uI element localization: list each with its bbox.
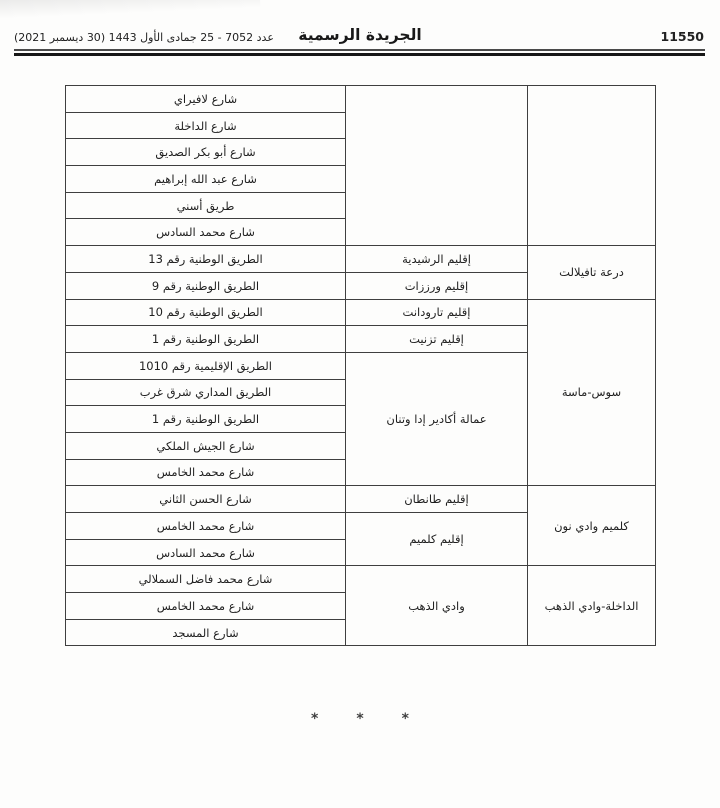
street-cell: شارع محمد الخامس bbox=[66, 459, 346, 486]
street-cell: شارع أبو بكر الصديق bbox=[66, 139, 346, 166]
province-cell: إقليم كلميم bbox=[346, 513, 528, 566]
region-cell: الداخلة-وادي الذهب bbox=[528, 566, 656, 646]
street-cell: شارع لافيراي bbox=[66, 86, 346, 113]
region-cell: كلميم وادي نون bbox=[528, 486, 656, 566]
issue-info: عدد 7052 - 25 جمادى الأول 1443 (30 ديسمبر 2021) bbox=[14, 31, 274, 44]
street-cell: الطريق الوطنية رقم 10 bbox=[66, 299, 346, 326]
street-cell: شارع الحسن الثاني bbox=[66, 486, 346, 513]
street-cell: الطريق الإقليمية رقم 1010 bbox=[66, 352, 346, 379]
table-row bbox=[66, 246, 656, 273]
street-cell: الطريق المداري شرق غرب bbox=[66, 379, 346, 406]
street-cell: شارع محمد فاضل السملالي bbox=[66, 566, 346, 593]
page-header bbox=[0, 0, 720, 58]
street-cell: شارع عبد الله إبراهيم bbox=[66, 166, 346, 193]
province-cell bbox=[346, 86, 528, 246]
street-cell: شارع محمد الخامس bbox=[66, 593, 346, 620]
region-cell: سوس-ماسة bbox=[528, 299, 656, 486]
journal-title: الجريدة الرسمية bbox=[298, 26, 422, 44]
street-cell: الطريق الوطنية رقم 1 bbox=[66, 406, 346, 433]
street-cell: الطريق الوطنية رقم 13 bbox=[66, 246, 346, 273]
region-cell bbox=[528, 86, 656, 246]
street-cell: شارع محمد الخامس bbox=[66, 513, 346, 540]
province-cell: إقليم تزنيت bbox=[346, 326, 528, 353]
asterisk: * bbox=[356, 711, 364, 727]
street-cell: طريق أسني bbox=[66, 192, 346, 219]
header-rule bbox=[14, 49, 705, 56]
streets-table-body bbox=[66, 86, 656, 646]
province-cell: إقليم تارودانت bbox=[346, 299, 528, 326]
street-cell: شارع محمد السادس bbox=[66, 539, 346, 566]
province-cell: إقليم طانطان bbox=[346, 486, 528, 513]
table-row bbox=[66, 486, 656, 513]
street-cell: شارع الداخلة bbox=[66, 112, 346, 139]
province-cell: إقليم ورززات bbox=[346, 272, 528, 299]
streets-table bbox=[65, 85, 656, 646]
street-cell: شارع المسجد bbox=[66, 619, 346, 646]
province-cell: إقليم الرشيدية bbox=[346, 246, 528, 273]
street-cell: الطريق الوطنية رقم 9 bbox=[66, 272, 346, 299]
province-cell: عمالة أكادير إدا وتنان bbox=[346, 352, 528, 485]
province-cell: وادي الذهب bbox=[346, 566, 528, 646]
region-cell: درعة تافيلالت bbox=[528, 246, 656, 299]
asterisk: * bbox=[311, 711, 319, 727]
table-row bbox=[66, 299, 656, 326]
table-row bbox=[66, 566, 656, 593]
page-number: 11550 bbox=[660, 29, 704, 44]
street-cell: الطريق الوطنية رقم 1 bbox=[66, 326, 346, 353]
table-row bbox=[66, 86, 656, 113]
section-separator bbox=[0, 708, 720, 727]
street-cell: شارع الجيش الملكي bbox=[66, 432, 346, 459]
asterisk: * bbox=[401, 711, 409, 727]
street-cell: شارع محمد السادس bbox=[66, 219, 346, 246]
